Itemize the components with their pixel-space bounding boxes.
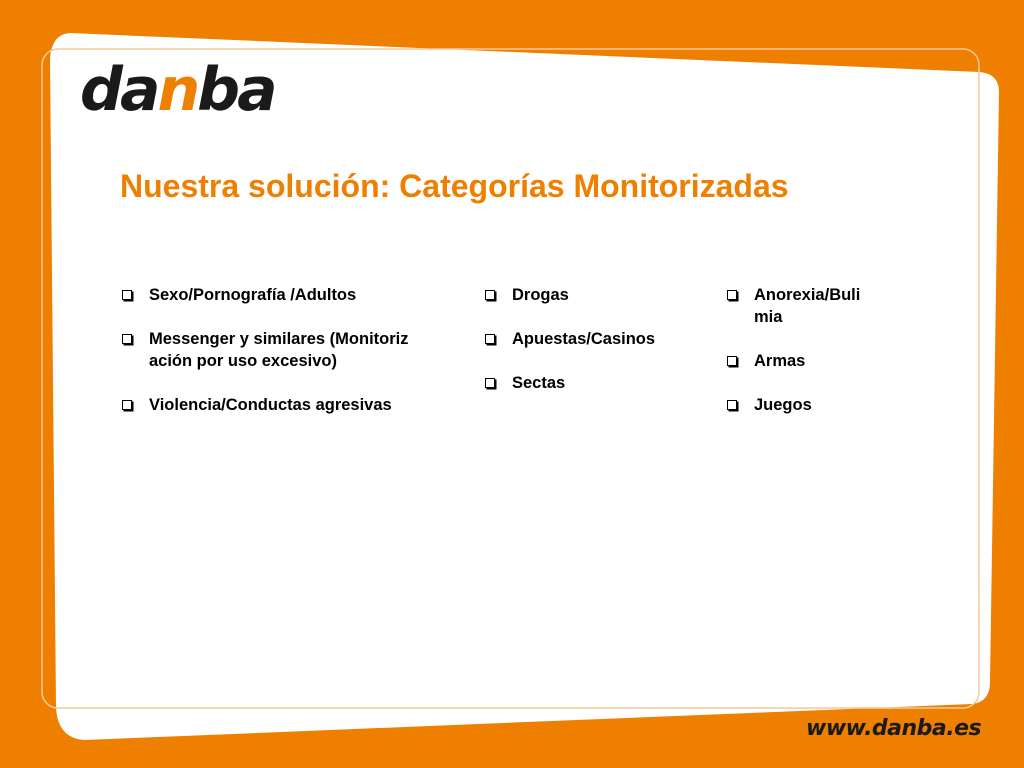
category-label: Drogas [512, 286, 569, 304]
category-column-1 [120, 284, 410, 438]
category-label: Armas [754, 352, 806, 370]
category-item [725, 394, 875, 416]
category-label: Apuestas/Casinos [512, 330, 656, 348]
category-item [483, 284, 693, 306]
square-bullet-icon [727, 290, 737, 300]
square-bullet-icon [727, 356, 737, 366]
square-bullet-icon [122, 400, 132, 410]
category-item [483, 328, 693, 350]
square-bullet-icon [122, 334, 132, 344]
category-item [120, 284, 410, 306]
category-label: Violencia/Conductas agresivas [149, 396, 392, 414]
square-bullet-icon [727, 400, 737, 410]
category-item [120, 394, 410, 416]
square-bullet-icon [485, 334, 495, 344]
category-label: Messenger y similares (Monitorización por uso excesivo) [149, 330, 409, 370]
square-bullet-icon [485, 290, 495, 300]
category-label: Juegos [754, 396, 812, 414]
category-item [483, 372, 693, 394]
category-column-2 [483, 284, 693, 416]
website-url: www.danba.es [806, 716, 982, 741]
category-column-3 [725, 284, 875, 438]
category-item [725, 284, 875, 328]
category-label: Sectas [512, 374, 566, 392]
danba-logo: danba [80, 55, 275, 125]
category-label: Sexo/Pornografía /Adultos [149, 286, 357, 304]
square-bullet-icon [122, 290, 132, 300]
category-item [120, 328, 410, 372]
square-bullet-icon [485, 378, 495, 388]
slide-title: Nuestra solución: Categorías Monitorizadas [120, 168, 789, 204]
category-item [725, 350, 875, 372]
category-label: Anorexia/Bulimia [754, 286, 861, 326]
